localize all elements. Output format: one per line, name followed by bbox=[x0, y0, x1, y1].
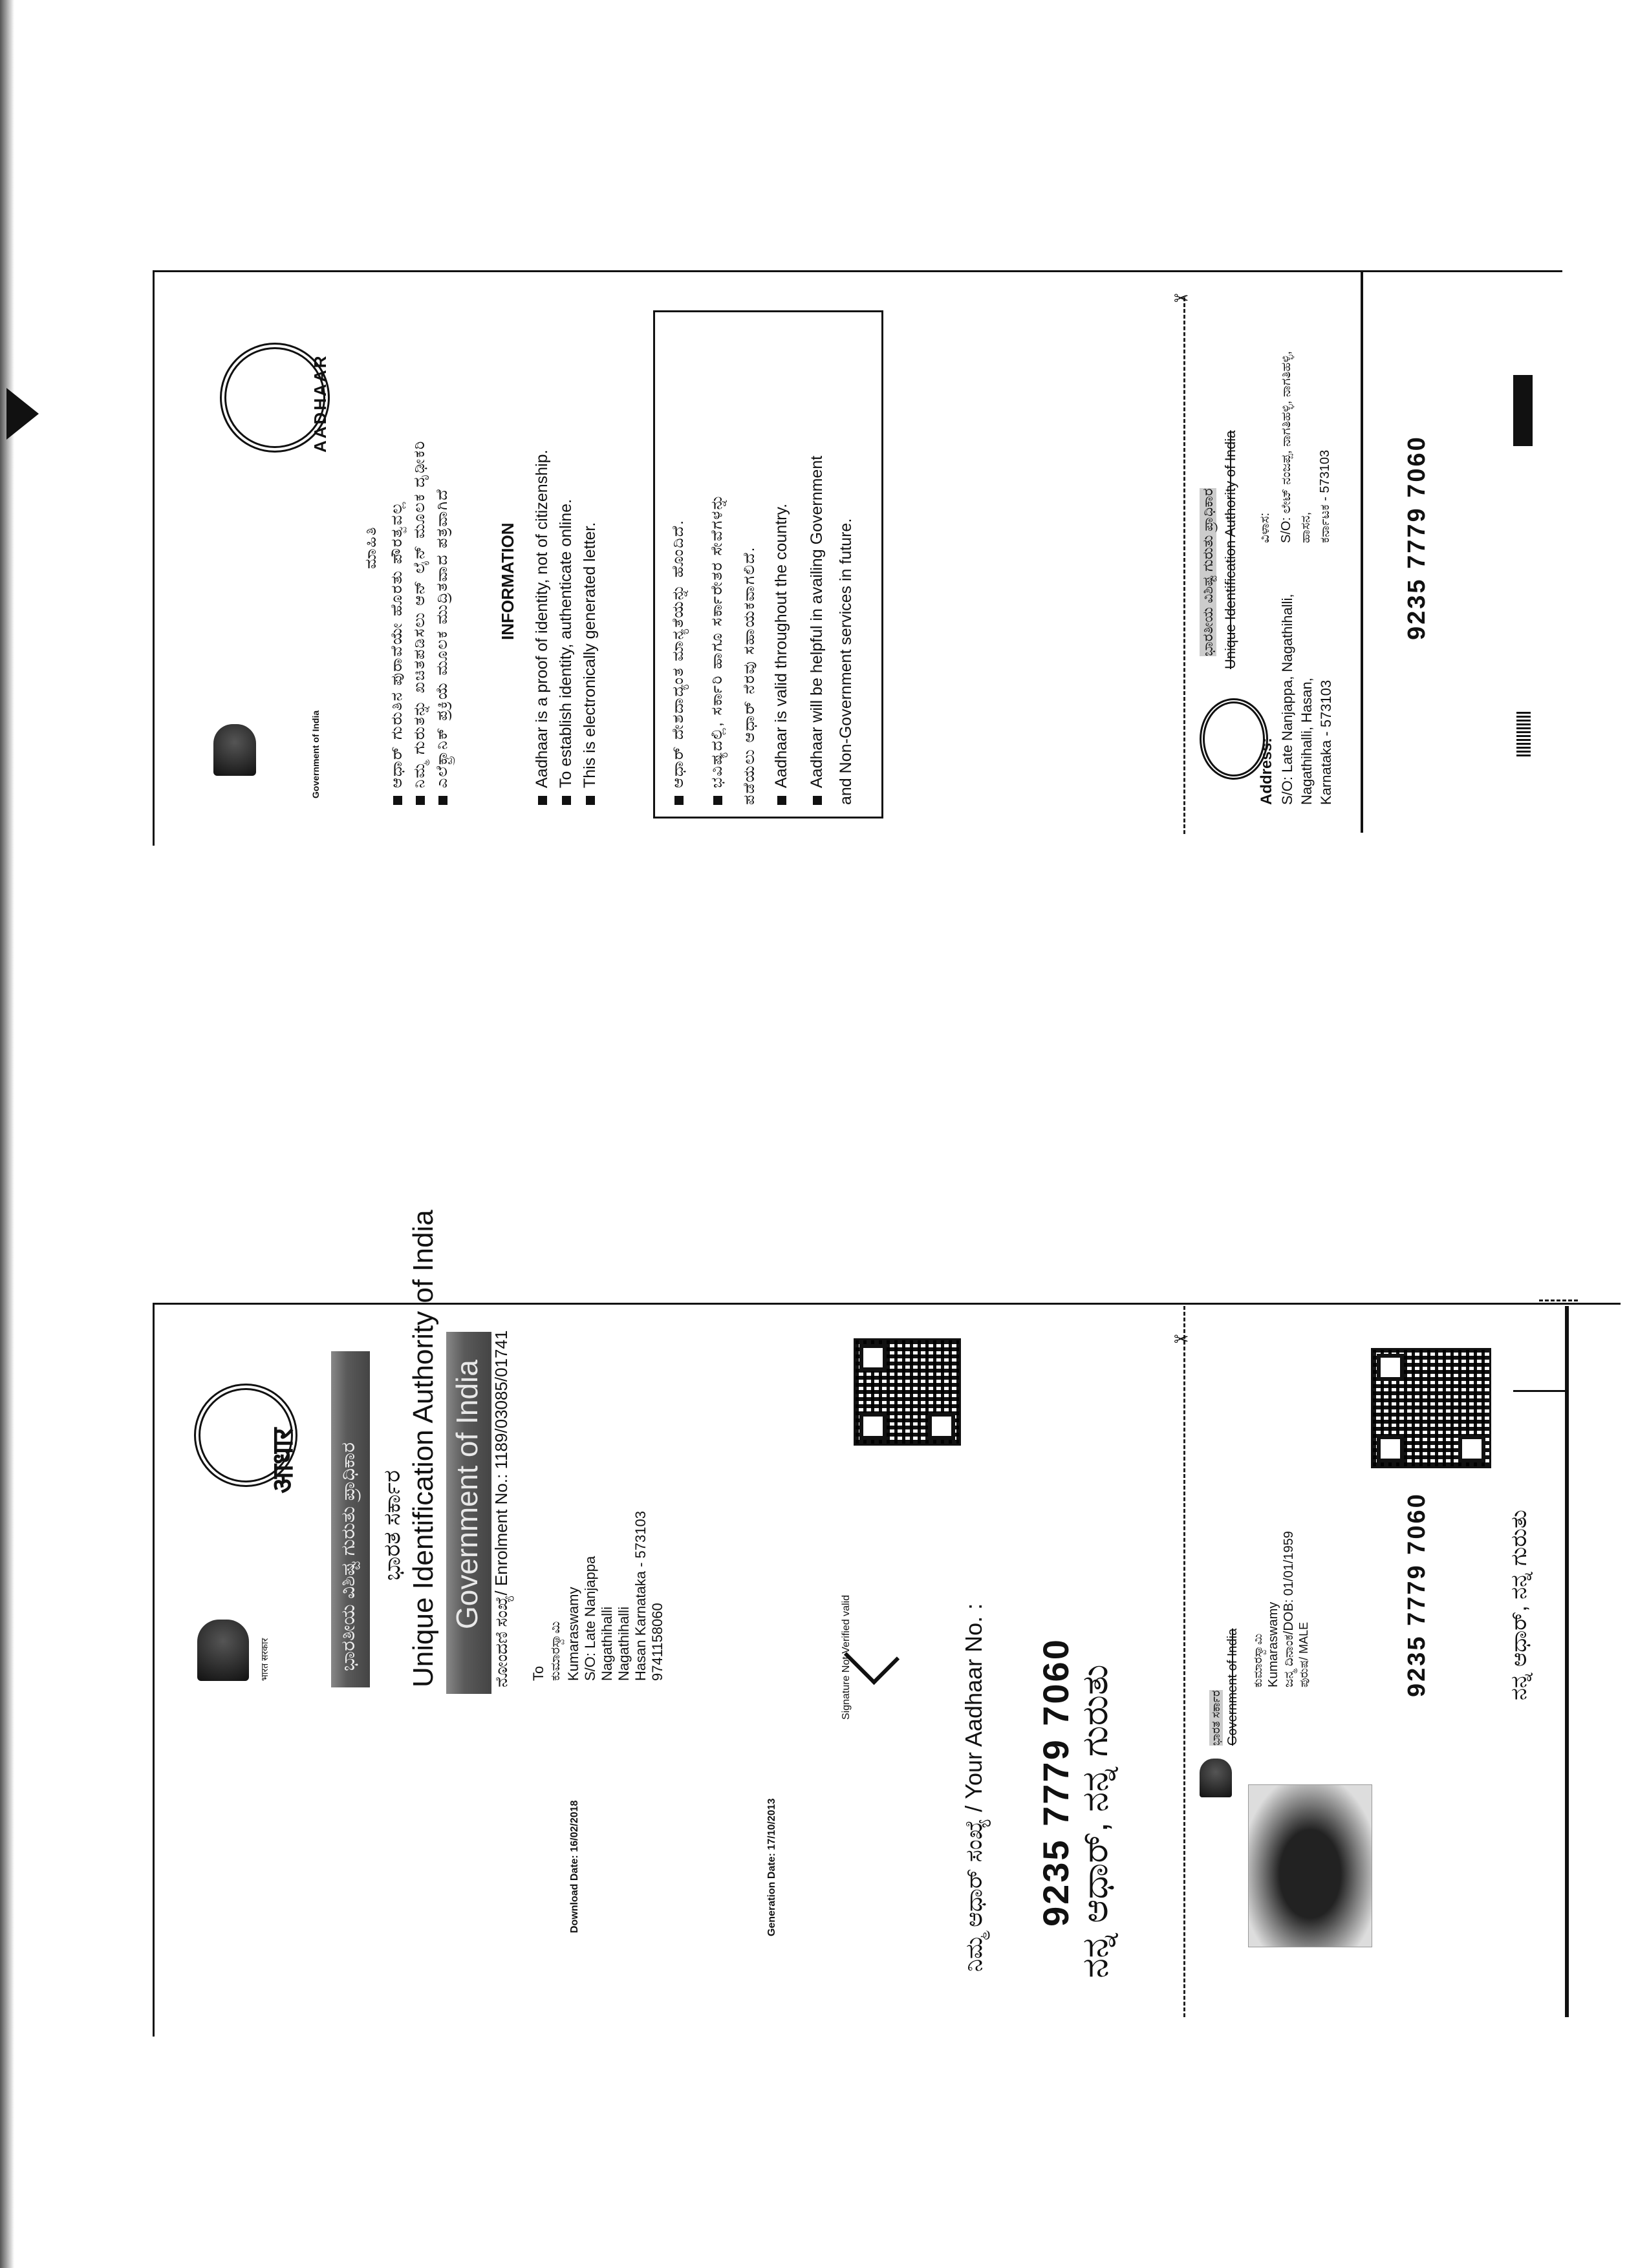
to-label: To bbox=[530, 1665, 546, 1681]
uidai-text: Unique Identification Authority of India bbox=[407, 1210, 439, 1687]
info-point-2: To establish identity, authenticate online. bbox=[554, 499, 577, 805]
letter-top-border bbox=[153, 1303, 1621, 1305]
box-kannada-2: ಭವಿಷ್ಯದಲ್ಲಿ, ಸರ್ಕಾರಿ ಹಾಗೂ ಸರ್ಕಾರೇತರ ಸೇವೆಗಳನ್ನು bbox=[705, 493, 729, 805]
back-top-border bbox=[153, 270, 1562, 272]
box-english-3: and Non-Government services in future. bbox=[837, 518, 855, 805]
info-point-3: This is electronically generated letter. bbox=[578, 522, 601, 805]
address-kn-line-1: S/O: ಲೇಟ್ ನಂಜಪ್ಪ, ನಾಗತಿಹಳ್ಳಿ, ನಾಗತಿಹಳ್ಳಿ, bbox=[1279, 350, 1293, 543]
back-gov-label: Government of India bbox=[310, 710, 321, 798]
small-barcode bbox=[1516, 711, 1531, 756]
address-kn-label: ವಿಳಾಸ: bbox=[1258, 513, 1272, 543]
gov-kannada: ಭಾರತ ಸರ್ಕಾರ bbox=[378, 1470, 405, 1581]
gov-india-text: Government of India bbox=[450, 1360, 484, 1629]
card-name: Kumaraswamy bbox=[1266, 1601, 1280, 1687]
box-english-2: Aadhaar will be helpful in availing Government bbox=[805, 456, 828, 805]
back-cut-line bbox=[1183, 297, 1185, 834]
recipient-so: S/O: Late Nanjappa bbox=[582, 1556, 598, 1681]
card-photo bbox=[1248, 1784, 1372, 1947]
recipient-addr-2: Nagathihalli bbox=[616, 1607, 632, 1681]
address-kn-line-2: ಹಾಸನ, bbox=[1299, 511, 1313, 543]
letter-right-border bbox=[1565, 1306, 1569, 2017]
recipient-addr-3: Hasan Karnataka - 573103 bbox=[632, 1511, 649, 1681]
address-kn-line-3: ಕರ್ನಾಟಕ - 573103 bbox=[1318, 449, 1332, 543]
address-line-2: Nagathihalli, Hasan, bbox=[1299, 678, 1315, 805]
scissors-icon: ✂ bbox=[1174, 1329, 1189, 1350]
enrolment-number: ನೋಂದಣಿ ಸಂಖ್ಯೆ/ Enrolment No.: 1189/03085/01741 bbox=[491, 1330, 511, 1687]
download-date: Download Date: 16/02/2018 bbox=[569, 1800, 580, 1933]
letter-tagline: ನನ್ನ ಆಧಾರ್, ನನ್ನ ಗುರುತು bbox=[1074, 1664, 1115, 1978]
box-kannada-1: ಆಧಾರ್ ದೇಶದಾದ್ಯಂತ ಮಾನ್ಯತೆಯನ್ನು ಹೊಂದಿದೆ. bbox=[666, 519, 691, 805]
generation-date: Generation Date: 17/10/2013 bbox=[766, 1798, 777, 1936]
kannada-heading: ಮಾಹಿತಿ bbox=[362, 526, 380, 569]
card-gender: ಪುರುಷ/ MALE bbox=[1297, 1621, 1310, 1687]
back-left-border bbox=[153, 270, 155, 846]
box-english-1: Aadhaar is valid throughout the country. bbox=[770, 504, 793, 805]
your-aadhaar-label: ನಿಮ್ಮ ಆಧಾರ್ ಸಂಖ್ಯೆ / Your Aadhaar No. : bbox=[960, 1603, 987, 1972]
card-gov-india: Government of India bbox=[1225, 1628, 1240, 1746]
card-gov-kannada: ಭಾರತ ಸರ್ಕಾರ bbox=[1209, 1690, 1222, 1746]
aadhaar-hindi-text: आधार bbox=[267, 1428, 299, 1493]
scissors-icon: ✂ bbox=[1174, 288, 1189, 309]
recipient-phone: 9741158060 bbox=[649, 1603, 665, 1681]
emblem-icon bbox=[213, 724, 256, 776]
card-dob: ಜನ್ಮ ದಿನಾಂಕ/DOB: 01/01/1959 bbox=[1282, 1531, 1296, 1687]
back-divider-line bbox=[1361, 270, 1363, 833]
header-kannada: ಭಾರತೀಯ ವಿಶಿಷ್ಟ ಗುರುತು ಪ್ರಾಧಿಕಾರ bbox=[338, 1442, 359, 1671]
letter-left-border bbox=[153, 1303, 155, 2037]
emblem-caption: भारत सरकार bbox=[259, 1638, 270, 1681]
letter-top-dash bbox=[1539, 1300, 1578, 1301]
card-bottom-rule bbox=[1513, 1390, 1565, 1392]
address-label: Address: bbox=[1258, 737, 1275, 805]
barcode-strip bbox=[1513, 375, 1533, 446]
letter-aadhaar-number: 9235 7779 7060 bbox=[1035, 1638, 1076, 1927]
kannada-point-3: ಎಲೆಕ್ಟ್ರಾನಿಕ್ ಪ್ರಕ್ರಿಯೆ ಮೂಲಕ ಮುದ್ರಿತವಾದ ಪತ್ರವಾಗಿದೆ bbox=[430, 488, 455, 805]
address-line-1: S/O: Late Nanjappa, Nagathihalli, bbox=[1279, 594, 1295, 805]
back-uidai-kannada: ಭಾರತೀಯ ವಿಶಿಷ್ಟ ಗುರುತು ಪ್ರಾಧಿಕಾರ bbox=[1200, 488, 1216, 656]
scan-edge bbox=[0, 0, 14, 2268]
aadhaar-logo-text: AADHAAR bbox=[310, 354, 330, 453]
back-aadhaar-number: 9235 7779 7060 bbox=[1403, 435, 1430, 640]
scan-arrow-mark bbox=[6, 388, 39, 440]
card-tagline: ನನ್ನ ಆಧಾರ್, ನನ್ನ ಗುರುತು bbox=[1507, 1510, 1531, 1700]
info-point-1: Aadhaar is a proof of identity, not of citizenship. bbox=[530, 450, 554, 805]
info-title: INFORMATION bbox=[498, 522, 517, 640]
card-aadhaar-number: 9235 7779 7060 bbox=[1403, 1492, 1430, 1697]
signature-status: Signature Not Verified valid bbox=[841, 1595, 852, 1720]
card-qr-code bbox=[1371, 1348, 1491, 1468]
recipient-addr-1: Nagathihalli bbox=[599, 1607, 615, 1681]
card-emblem-icon bbox=[1200, 1759, 1232, 1797]
letter-cut-line bbox=[1183, 1306, 1185, 2017]
card-name-kannada: ಕುಮಾರಸ್ವಾಮಿ bbox=[1251, 1633, 1264, 1687]
kannada-point-1: ಆಧಾರ್ ಗುರುತಿನ ಪುರಾವೆಯೇ ಹೊರತು ಪೌರತ್ವವಲ್ಲ bbox=[385, 501, 409, 805]
back-uidai-english: Unique Identification Authority of India bbox=[1222, 430, 1238, 669]
address-line-3: Karnataka - 573103 bbox=[1318, 679, 1334, 805]
emblem-icon bbox=[197, 1620, 249, 1681]
box-kannada-3: ಪಡೆಯಲು ಆಧಾರ್ ನೆರವು ಸಹಾಯಕವಾಗಲಿದೆ. bbox=[740, 546, 758, 805]
name-kannada: ಕುಮಾರಸ್ವಾಮಿ bbox=[548, 1621, 563, 1681]
recipient-name: Kumaraswamy bbox=[565, 1587, 581, 1681]
qr-code bbox=[854, 1338, 961, 1446]
kannada-point-2: ನಿಮ್ಮ ಗುರುತನ್ನು ಖಚಿತಪಡಿಸಲು ಆನ್ ಲೈನ್ ಮೂಲಕ ದೃಢೀಕರಿ bbox=[407, 440, 432, 805]
